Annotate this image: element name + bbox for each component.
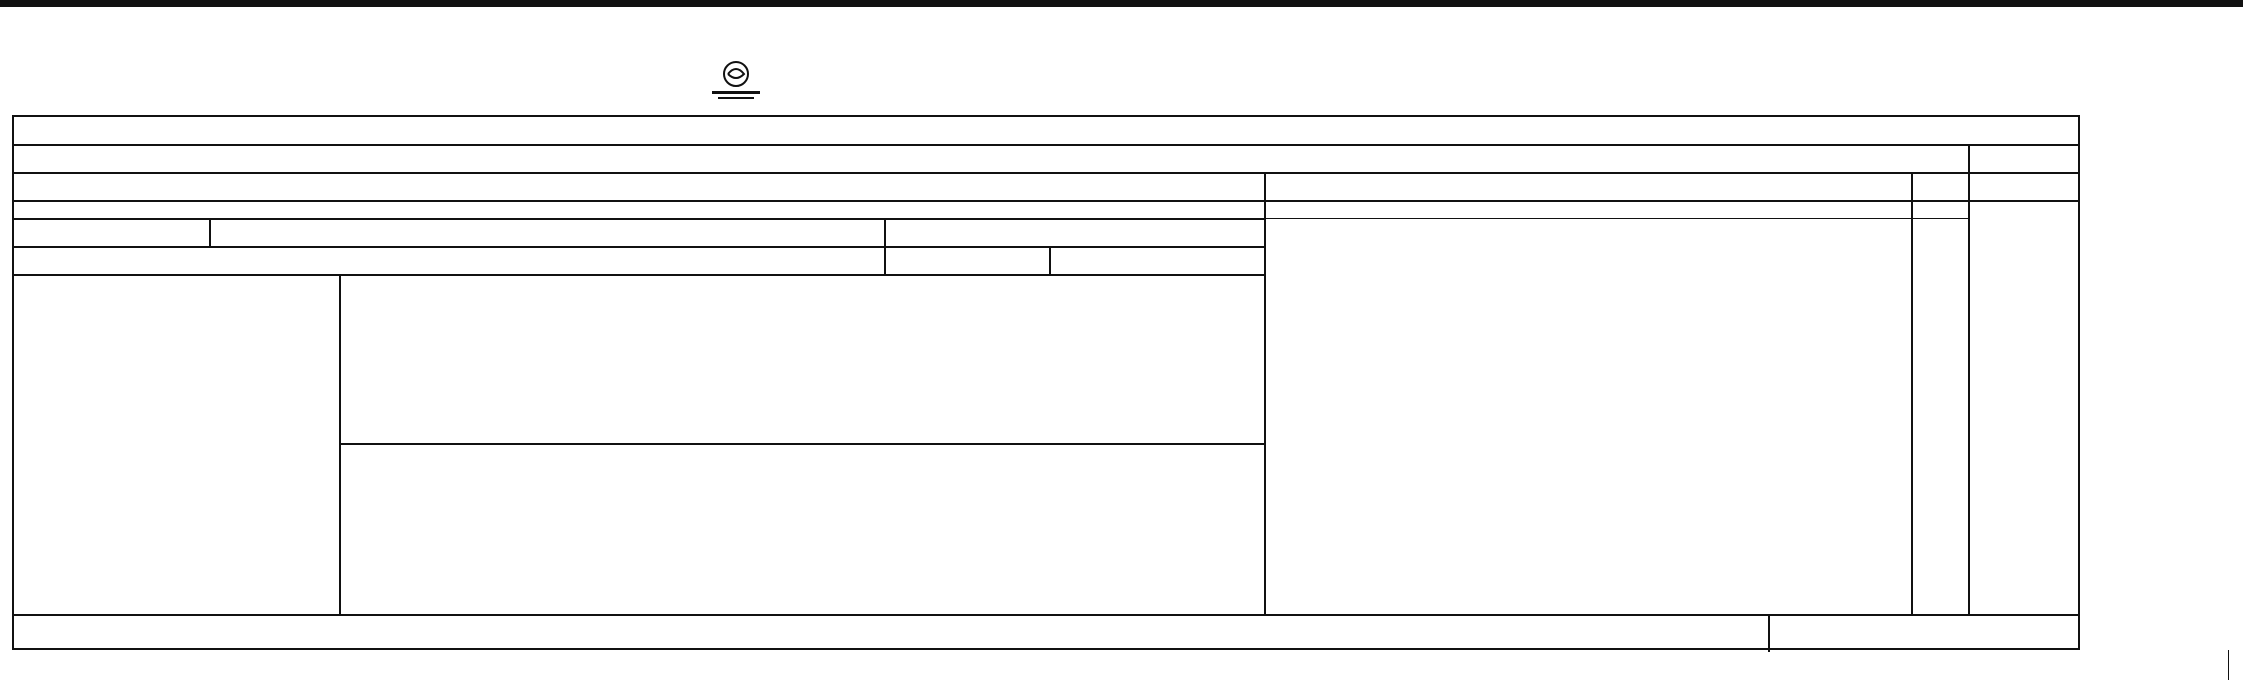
certipostal-logo [708,58,764,104]
edge-mark [2228,650,2229,680]
shipping-label-frame [12,115,2080,650]
barcode [1295,55,1930,103]
top-border [0,0,2243,7]
